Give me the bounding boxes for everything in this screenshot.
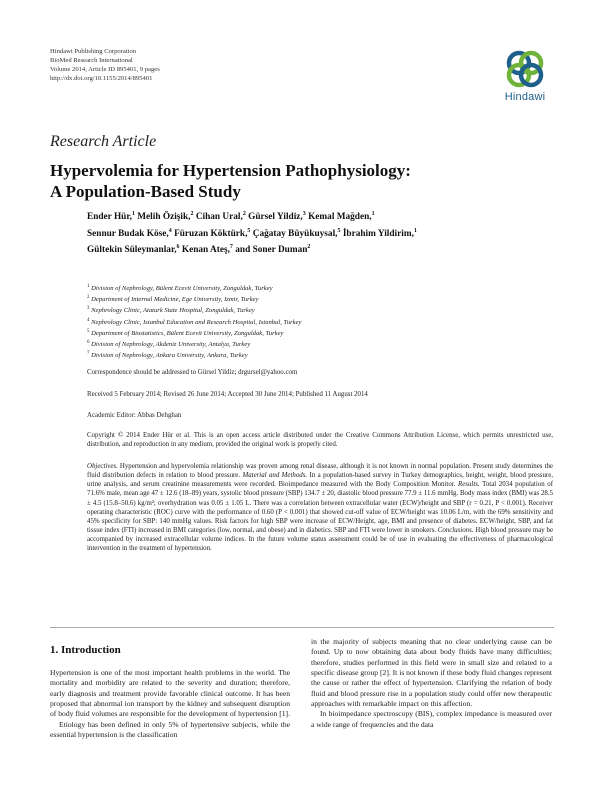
author: Ender Hür,$^1$ <box>87 211 135 223</box>
abstract <box>87 462 553 554</box>
author: Melih Özişik,$^2$ <box>137 211 194 223</box>
abstract-label-objectives: Objectives. <box>87 463 118 470</box>
article-type: Research Article <box>50 133 157 150</box>
affiliation: $^5$ Department of Biostatistics, Bülent Ecevit University, Zonguldak, Turkey <box>87 328 284 337</box>
abstract-label-methods: Material and Methods. <box>242 472 308 480</box>
title-line-2: A Population-Based Study <box>50 182 241 201</box>
author-line <box>87 225 557 242</box>
abstract-objectives: Hypertension and hypervolemia relationship was proven among renal disease, although it is not known in normal population. Present study determines the fluid distribution defects in relation to blood pressure. <box>87 463 553 480</box>
logo-wordmark: Hindawi <box>504 91 546 103</box>
abstract-label-conclusions: Conclusions. <box>437 527 474 535</box>
author: Cihan Ural,$^2$ <box>195 211 246 223</box>
author: İbrahim Yildirim,$^1$ <box>342 227 417 239</box>
author: Gültekin Süleymanlar,$^6$ <box>87 244 180 256</box>
body-column-right <box>311 637 552 730</box>
hindawi-logo-icon <box>504 48 546 90</box>
paragraph: In bioimpedance spectroscopy (BIS), complex impedance is measured over a wide range of frequencies and the data <box>311 709 552 729</box>
affiliation: $^3$ Nephrology Clinic, Ataturk State Hospital, Zonguldak, Turkey <box>87 306 255 315</box>
journal-name: BioMed Research International <box>50 57 133 64</box>
title-line-1: Hypervolemia for Hypertension Pathophysiology: <box>50 161 411 180</box>
author-line <box>87 241 557 258</box>
paragraph: in the majority of subjects meaning that no clear underlying cause can be found. Up to now obtaining data about body fluids have many difficulties; therefore, studies performed in this field were in small size and related to a specific disease group [2]. It is not known if these body fluid changes represent the cause or rather the effect of hypertension. Clarifying the relation of body fluid and blood pressure rise in a population study could offer new therapeutic approaches with remarkable impact on this affection. <box>311 637 552 709</box>
abstract-results: Total 2034 population of 71.6% male, mean age 47 ± 12.6 (18–89) years, systolic blood pressure (SBP) 134.7 ± 20, diastolic blood pressure 77.9 ± 11.6 mmHg. Body mass index (BMI) was 28.5 ± 4.5 (15.8–50.6) kg/m²; overhydration was 0.05 ± 1.05 L. There was a correlation between extracellular water (ECW)/height and SBP (r = 0.21, P < 0.001). Receiver operating characteristic (ROC) curve with the performance of 0.60 (P < 0.001) that showed cut-off value of ECW/height was 10.06 L/m, with the 69% sensitivity and 45% specificity for SBP: 140 mmHg values. Risk factors for high SBP were increase of ECW/Height, age, BMI and presence of diabetes. ECW/height, SBP, and fat tissue index (FTI) increased in BMI categories (low, normal, and obese) and in diabetics. SBP and FTI were lower in smokers. <box>87 481 553 535</box>
affiliation: $^6$ Division of Nephrology, Akdeniz University, Antalya, Turkey <box>87 339 251 349</box>
author-line <box>87 208 557 225</box>
author: Sennur Budak Köse,$^4$ <box>87 227 172 239</box>
page-title <box>50 160 570 202</box>
section-heading: 1. Introduction <box>50 644 121 656</box>
correspondence: Correspondence should be addressed to Gürsel Yildiz; drgursel@yahoo.com <box>87 369 298 376</box>
affiliation: $^4$ Nephrology Clinic, Istanbul Education and Research Hospital, Istanbul, Turkey <box>87 317 302 326</box>
author: Kemal Mağden,$^1$ <box>308 211 375 223</box>
volume-info: Volume 2014, Article ID 895401, 9 pages <box>50 66 160 73</box>
copyright-notice: Copyright © 2014 Ender Hür et al. This is an open access article distributed under the Creative Commons Attribution License, which permits unrestricted use, distribution, and reproduction in any medium, provided the original work is properly cited. <box>87 432 553 448</box>
abstract-conclusions: High blood pressure may be accompanied by increased extracellular volume indices. In the future volume status assessment could be of use in evaluating the effectiveness of pharmacological intervention in the treatment of hypertension. <box>87 527 553 553</box>
publisher-name: Hindawi Publishing Corporation <box>50 48 137 55</box>
author: and Soner Duman$^2$ <box>235 244 311 256</box>
author: Füruzan Köktürk,$^5$ <box>174 227 251 239</box>
author: Kenan Ateş,$^7$ <box>181 244 233 256</box>
hindawi-logo <box>498 48 552 103</box>
affiliation-list <box>87 282 557 360</box>
author: Çağatay Büyükuysal,$^5$ <box>252 227 341 239</box>
affiliation: $^2$ Department of Internal Medicine, Ege University, Izmir, Turkey <box>87 295 259 304</box>
abstract-methods: In a population-based survey in Turkey demographics, height, weight, blood pressure, urine analysis, and serum creatinine measurements were recorded. Bioimpedance measured with the Body Composition Monitor. <box>87 472 553 489</box>
affiliation: $^1$ Division of Nephrology, Bülent Ecevit University, Zonguldak, Turkey <box>87 284 273 293</box>
author-list <box>87 208 557 258</box>
section-divider <box>50 627 554 628</box>
abstract-label-results: Results. <box>458 481 480 489</box>
affiliation: $^7$ Division of Nephrology, Ankara University, Ankara, Turkey <box>87 351 248 360</box>
journal-header <box>50 47 350 83</box>
paragraph: Etiology has been defined in only 5% of hypertensive subjects, while the essential hypertension is the classification <box>50 719 290 740</box>
paragraph: Hypertension is one of the most important health problems in the world. The mortality and morbidity are related to the severity and duration; therefore, early diagnosis and treatment provide favorable clinical outcome. It has been proposed that abnormal ion transport by the kidney and subsequent disruption of body fluid volumes are responsible for the development of hypertension [1]. <box>50 668 290 719</box>
body-column-left <box>50 668 290 740</box>
article-dates: Received 5 February 2014; Revised 26 June 2014; Accepted 30 June 2014; Published 11 August 2014 <box>87 391 368 398</box>
author: Gürsel Yildiz,$^3$ <box>248 211 306 223</box>
doi-link[interactable]: http://dx.doi.org/10.1155/2014/895401 <box>50 75 153 82</box>
academic-editor: Academic Editor: Abbas Dehghan <box>87 412 182 419</box>
